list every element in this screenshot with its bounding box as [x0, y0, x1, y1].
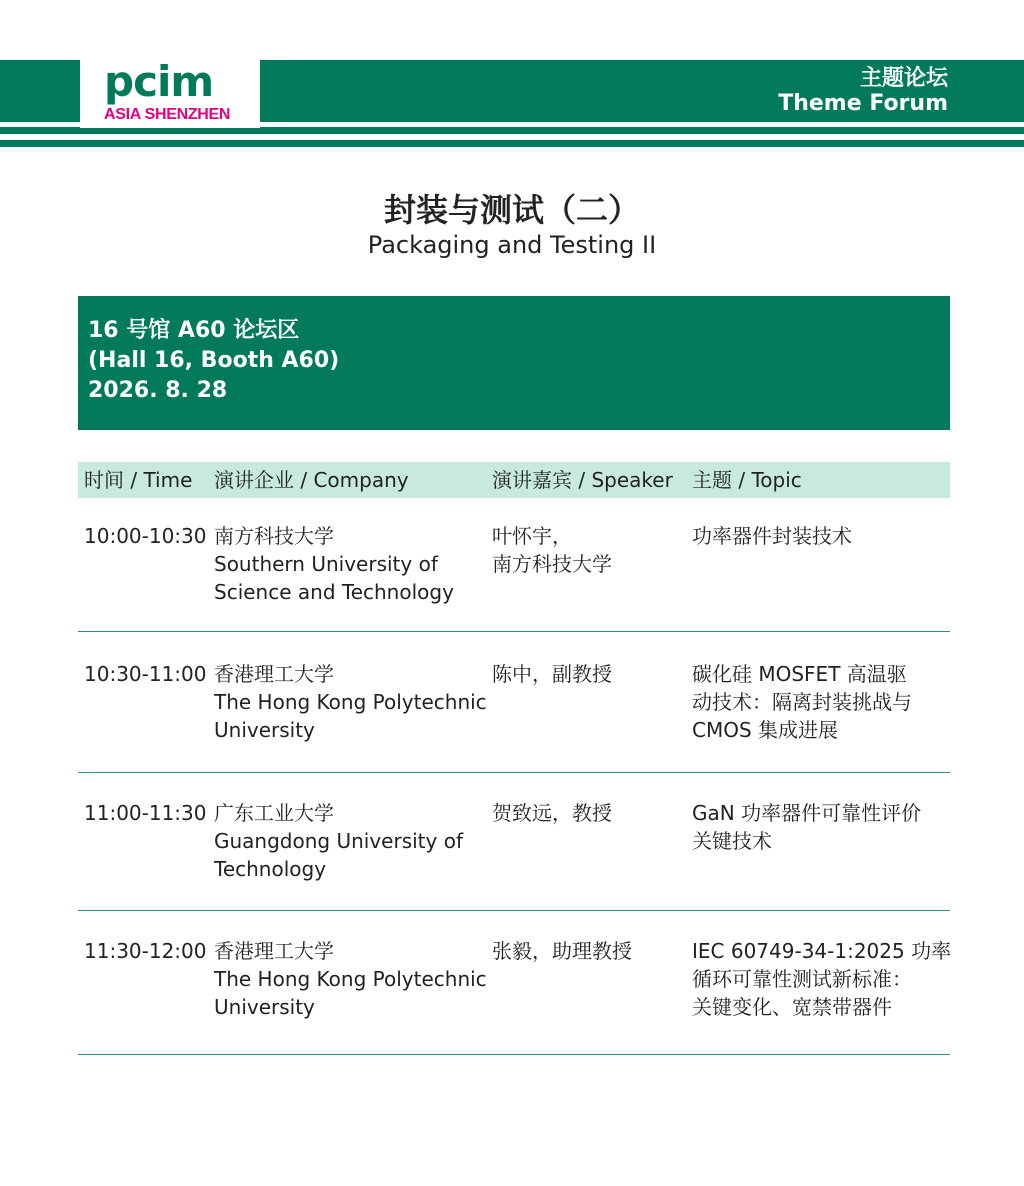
schedule-table-header	[78, 462, 950, 498]
row-company	[214, 660, 489, 744]
company-line: University	[214, 718, 315, 742]
company-line: 南方科技大学	[214, 524, 334, 548]
company-line: Science and Technology	[214, 580, 454, 604]
venue-box	[78, 296, 950, 430]
venue-hall-cn: 16 号馆 A60 论坛区	[88, 318, 300, 343]
row-speaker	[492, 799, 687, 827]
topic-line: 功率器件封装技术	[692, 524, 852, 548]
company-line: 香港理工大学	[214, 939, 334, 963]
company-line: 香港理工大学	[214, 662, 334, 686]
row-divider	[78, 772, 950, 773]
row-topic	[692, 660, 950, 744]
forum-title	[778, 66, 948, 116]
row-time: 10:30-11:00	[84, 662, 207, 686]
header-topic: 主题 / Topic	[692, 468, 802, 492]
topic-line: 关键变化、宽禁带器件	[692, 995, 892, 1019]
session-title	[0, 190, 1024, 260]
topic-line: GaN 功率器件可靠性评价	[692, 801, 922, 825]
row-divider	[78, 631, 950, 632]
company-line: The Hong Kong Polytechnic	[214, 690, 487, 714]
logo-subtitle: ASIA SHENZHEN	[104, 106, 231, 123]
topic-line: 循环可靠性测试新标准：	[692, 967, 912, 991]
event-logo	[80, 57, 260, 128]
speaker-line: 叶怀宇，	[492, 524, 572, 548]
row-company	[214, 799, 489, 883]
row-divider	[78, 910, 950, 911]
speaker-line: 张毅，助理教授	[492, 939, 632, 963]
speaker-line: 南方科技大学	[492, 552, 612, 576]
topic-line: IEC 60749-34-1:2025 功率	[692, 939, 952, 963]
header-divider-bottom	[0, 140, 1024, 147]
header-company: 演讲企业 / Company	[214, 468, 409, 492]
row-topic	[692, 522, 950, 550]
topic-line: 动技术：隔离封装挑战与	[692, 690, 912, 714]
forum-title-en: Theme Forum	[778, 91, 948, 116]
forum-title-cn: 主题论坛	[859, 66, 948, 91]
row-speaker	[492, 522, 687, 578]
topic-line: 碳化硅 MOSFET 高温驱	[692, 662, 907, 686]
row-topic	[692, 937, 950, 1021]
company-line: Southern University of	[214, 552, 438, 576]
row-time: 11:00-11:30	[84, 801, 207, 825]
company-line: Guangdong University of	[214, 829, 463, 853]
topic-line: CMOS 集成进展	[692, 718, 839, 742]
company-line: The Hong Kong Polytechnic	[214, 967, 487, 991]
header-time: 时间 / Time	[84, 468, 193, 492]
row-speaker	[492, 660, 687, 688]
header-divider-top	[0, 127, 1024, 134]
row-company	[214, 937, 489, 1021]
row-company	[214, 522, 489, 606]
row-divider	[78, 1054, 950, 1055]
session-title-cn: 封装与测试（二）	[383, 191, 640, 229]
row-time: 11:30-12:00	[84, 939, 207, 963]
row-speaker	[492, 937, 687, 965]
speaker-line: 陈中，副教授	[492, 662, 612, 686]
session-title-en: Packaging and Testing II	[367, 231, 657, 259]
company-line: Technology	[214, 857, 327, 881]
venue-date: 2026. 8. 28	[88, 378, 228, 403]
company-line: University	[214, 995, 315, 1019]
row-topic	[692, 799, 950, 855]
speaker-line: 贺致远，教授	[492, 801, 612, 825]
venue-hall-en: (Hall 16, Booth A60)	[88, 348, 340, 373]
company-line: 广东工业大学	[214, 801, 334, 825]
topic-line: 关键技术	[692, 829, 772, 853]
row-time: 10:00-10:30	[84, 524, 207, 548]
logo-wordmark: pcim	[104, 57, 214, 106]
header-speaker: 演讲嘉宾 / Speaker	[492, 468, 673, 492]
